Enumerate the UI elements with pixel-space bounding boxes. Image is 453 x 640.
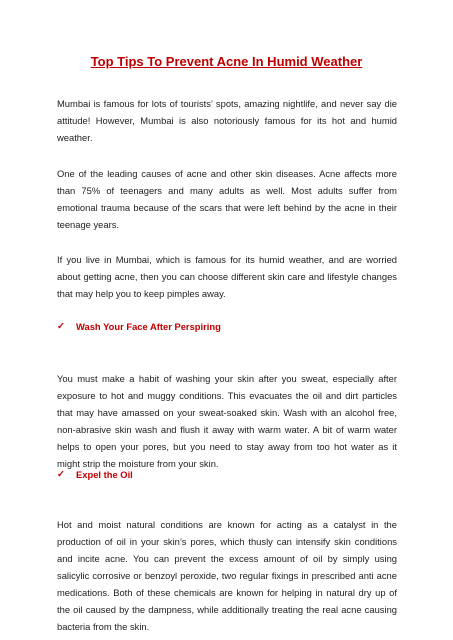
wash-paragraph: You must make a habit of washing your skin after you sweat, especially after exposure to hot and muggy conditions. This evacuates the oil and dirt particles that may have amassed on your sweat-soaked skin. Wash with an alcohol free, non-abrasive skin wash and flush it away with warm water. A bit of warm water helps to open your pores, but you need to stay away from too hot water as it might strip the moisture from your skin. bbox=[57, 373, 397, 469]
section-heading-wash-label: Wash Your Face After Perspiring bbox=[76, 320, 221, 332]
oil-paragraph: Hot and moist natural conditions are known for acting as a catalyst in the production of oil in your skin’s pores, which thusly can intensify skin conditions and incite acne. You can prevent the excess amount of oil by simply using salicylic corrosive or benzoyl peroxide, two regular fixings in prescribed anti acne medications. Both of these chemicals are known for helping in natural dry up of the oil caused by the dampness, while additionally treating the real acne causing bacteria from the skin. bbox=[57, 519, 397, 632]
causes-paragraph: One of the leading causes of acne and other skin diseases. Acne affects more than 75% of teenagers and many adults as well. Most adults suffer from emotional trauma because of the scars that were left behind by the acne in their teenage years. bbox=[57, 168, 397, 230]
checkmark-icon: ✓ bbox=[57, 468, 65, 479]
section-heading-wash bbox=[57, 320, 221, 332]
advice-paragraph: If you live in Mumbai, which is famous for its humid weather, and are worried about getting acne, then you can choose different skin care and lifestyle changes that may help you to keep pimples away. bbox=[57, 254, 397, 299]
checkmark-icon: ✓ bbox=[57, 320, 65, 331]
section-heading-oil bbox=[57, 468, 133, 480]
intro-paragraph: Mumbai is famous for lots of tourists’ spots, amazing nightlife, and never say die attitude! However, Mumbai is also notoriously famous for its hot and humid weather. bbox=[57, 98, 397, 143]
page-title: Top Tips To Prevent Acne In Humid Weather bbox=[90, 54, 363, 69]
section-heading-oil-label: Expel the Oil bbox=[76, 468, 133, 480]
